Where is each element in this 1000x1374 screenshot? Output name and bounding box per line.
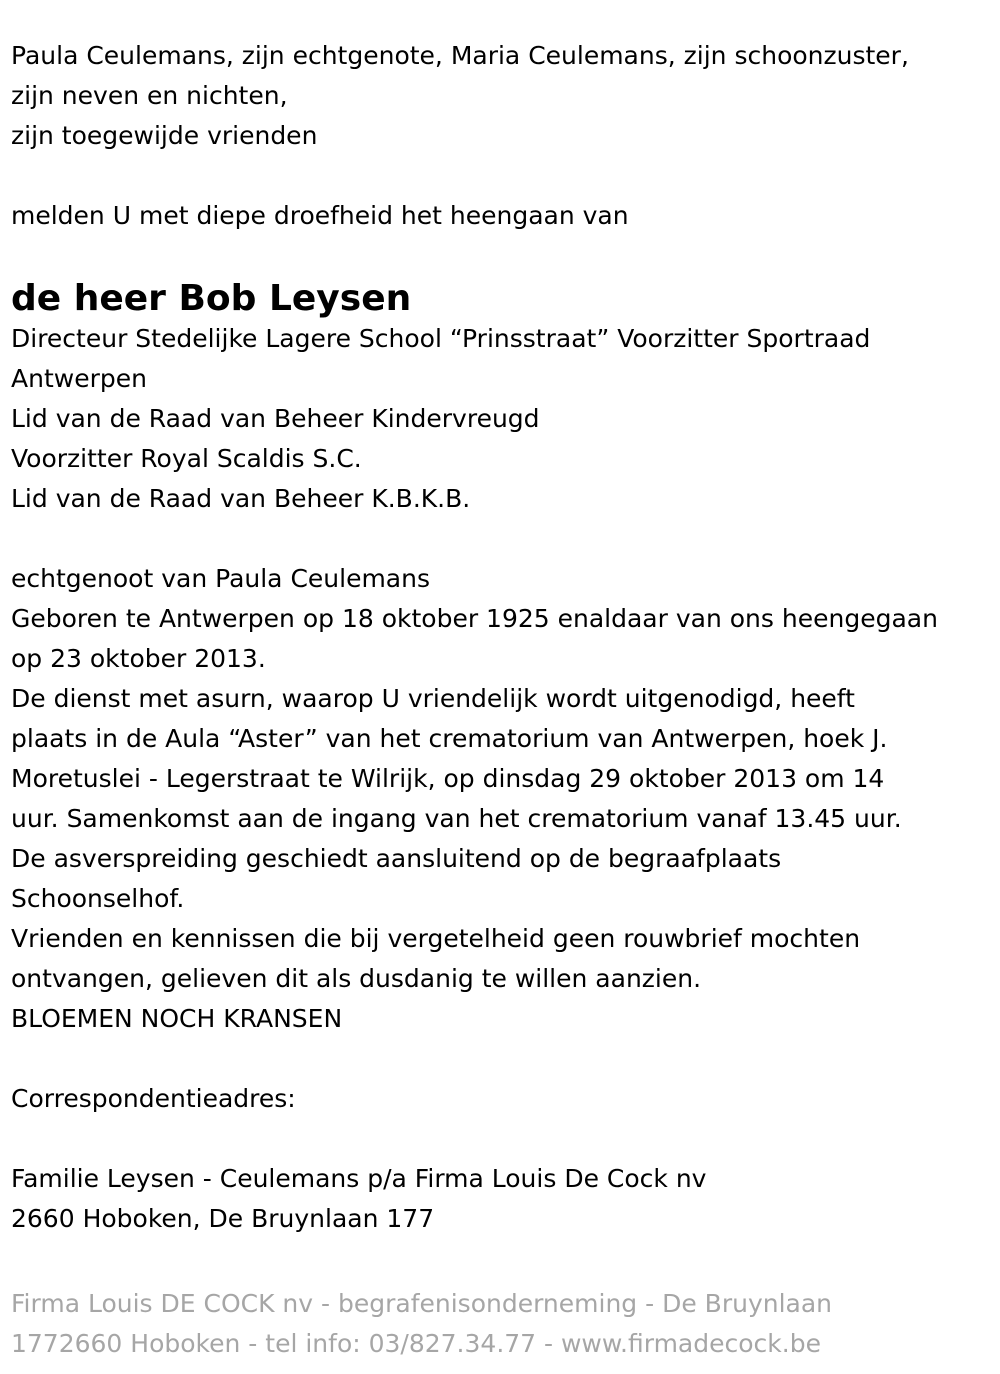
- family-line-2: zijn neven en nichten,: [11, 81, 288, 110]
- deceased-title: Lid van de Raad van Beheer Kindervreugd: [11, 404, 540, 433]
- family-line-3: zijn toegewijde vrienden: [11, 121, 318, 150]
- footer-line-1: Firma Louis DE COCK nv - begrafenisonderneming - De Bruynlaan: [11, 1289, 833, 1318]
- correspondence-label: Correspondentieadres:: [11, 1084, 296, 1113]
- footer-line-2: 1772660 Hoboken - tel info: 03/827.34.77 - www.firmadecock.be: [11, 1329, 821, 1358]
- obituary-notice: [11, 36, 991, 1239]
- detail-line: Vrienden en kennissen die bij vergetelheid geen rouwbrief mochten: [11, 924, 861, 953]
- detail-line: Geboren te Antwerpen op 18 oktober 1925 enaldaar van ons heengegaan: [11, 604, 938, 633]
- detail-line: ontvangen, gelieven dit als dusdanig te willen aanzien.: [11, 964, 702, 993]
- funeral-home-footer: [11, 1284, 991, 1364]
- deceased-name: de heer Bob Leysen: [11, 278, 412, 319]
- spacer: [11, 236, 991, 276]
- detail-line: uur. Samenkomst aan de ingang van het crematorium vanaf 13.45 uur.: [11, 804, 902, 833]
- spacer: [11, 1039, 991, 1079]
- family-line-1: Paula Ceulemans, zijn echtgenote, Maria Ceulemans, zijn schoonzuster,: [11, 41, 909, 70]
- deceased-title: Lid van de Raad van Beheer K.B.K.B.: [11, 484, 471, 513]
- spacer: [11, 1119, 991, 1159]
- spacer: [11, 519, 991, 559]
- announcement-text: melden U met diepe droefheid het heengaan van: [11, 201, 629, 230]
- deceased-title: Antwerpen: [11, 364, 147, 393]
- detail-line: Schoonselhof.: [11, 884, 185, 913]
- detail-line: De dienst met asurn, waarop U vriendelijk wordt uitgenodigd, heeft: [11, 684, 855, 713]
- correspondence-address-line-1: Familie Leysen - Ceulemans p/a Firma Louis De Cock nv: [11, 1164, 707, 1193]
- detail-line: Moretuslei - Legerstraat te Wilrijk, op dinsdag 29 oktober 2013 om 14: [11, 764, 885, 793]
- detail-line: plaats in de Aula “Aster” van het crematorium van Antwerpen, hoek J.: [11, 724, 888, 753]
- spacer: [11, 156, 991, 196]
- correspondence-address-line-2: 2660 Hoboken, De Bruynlaan 177: [11, 1204, 435, 1233]
- detail-line: op 23 oktober 2013.: [11, 644, 266, 673]
- detail-line: BLOEMEN NOCH KRANSEN: [11, 1004, 343, 1033]
- deceased-title: Voorzitter Royal Scaldis S.C.: [11, 444, 362, 473]
- deceased-title: Directeur Stedelijke Lagere School “Prinsstraat” Voorzitter Sportraad: [11, 324, 871, 353]
- detail-line: De asverspreiding geschiedt aansluitend op de begraafplaats: [11, 844, 782, 873]
- detail-line: echtgenoot van Paula Ceulemans: [11, 564, 430, 593]
